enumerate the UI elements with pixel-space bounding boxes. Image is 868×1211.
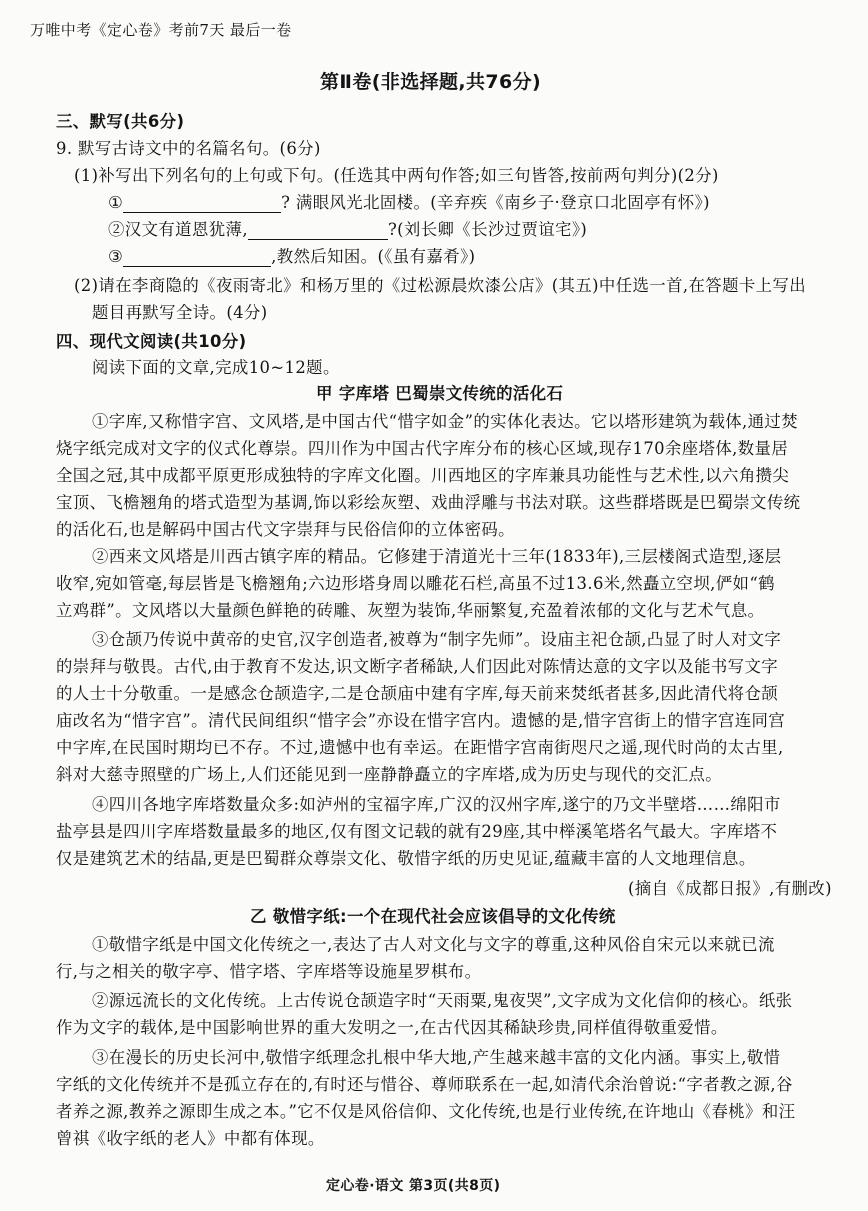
passage-jia-line: 中字库,在民国时期均已不存。不过,遗憾中也有幸运。在距惜字宫南街咫尺之遥,现代时尚的太古里,: [56, 738, 784, 757]
passage-jia-line: 的活化石,也是解码中国古代文字崇拜与民俗信仰的立体密码。: [56, 520, 515, 539]
fill-item-3-text: ,教然后知困。(《虽有嘉肴》): [271, 247, 476, 266]
question-9-sub1: (1)补写出下列名句的上句或下句。(任选其中两句作答;如三句皆答,按前两句判分)(2分): [74, 166, 719, 185]
answer-blank-1[interactable]: [123, 196, 281, 213]
part3-title: 三、默写(共6分): [56, 112, 185, 131]
passage-jia-line: 的崇拜与敬畏。古代,由于教育不发达,识文断字者稀缺,人们因此对陈情达意的文字以及能书写文字: [56, 657, 779, 676]
passage-jia-line: 收窄,宛如管毫,每层皆是飞檐翘角;六边形塔身周以雕花石栏,高虽不过13.6米,然矗立空坝,俨如“鹤: [56, 574, 775, 593]
passage-jia-line: ③仓颉乃传说中黄帝的史官,汉字创造者,被尊为“制字先师”。设庙主祀仓颉,凸显了时人对文字: [92, 630, 782, 649]
fill-item-2-text-after: ?(刘长卿《长沙过贾谊宅》): [387, 220, 588, 239]
running-header: 万唯中考《定心卷》考前7天 最后一卷: [30, 21, 292, 39]
passage-yi-line: 作为文字的载体,是中国影响世界的重大发明之一,在古代因其稀缺珍贵,同样值得敬重爱惜。: [56, 1018, 728, 1037]
passage-jia-line: ②西来文风塔是川西古镇字库的精品。它修建于清道光十三年(1833年),三层楼阁式造型,逐层: [92, 547, 782, 566]
passage-yi-title: 乙 敬惜字纸:一个在现代社会应该倡导的文化传统: [250, 907, 616, 926]
passage-jia-line: 宝顶、飞檐翘角的塔式造型为基调,饰以彩绘灰塑、戏曲浮雕与书法对联。这些群塔既是巴蜀崇文传统: [56, 493, 801, 512]
passage-jia-line: 斜对大慈寺照壁的广场上,人们还能见到一座静静矗立的字库塔,成为历史与现代的交汇点。: [56, 765, 723, 784]
question-9: 9. 默写古诗文中的名篇名句。(6分): [56, 139, 321, 158]
passage-jia-line: ①字库,又称惜字宫、文风塔,是中国古代“惜字如金”的实体化表达。它以塔形建筑为载体,通过焚: [92, 412, 799, 431]
question-9-sub2-line2: 题目再默写全诗。(4分): [92, 303, 268, 322]
fill-item-2: [108, 220, 587, 240]
page-footer: 定心卷·语文 第3页(共8页): [326, 1178, 501, 1194]
fill-item-3: [108, 247, 475, 267]
passage-yi-line: 字纸的文化传统并不是孤立存在的,有时还与惜谷、尊师联系在一起,如清代余治曾说:“字者教之源,谷: [56, 1075, 793, 1094]
fill-item-2-text-before: ②汉文有道恩犹薄,: [108, 220, 248, 239]
passage-jia-line: 庙改名为“惜字宫”。清代民间组织“惜字会”亦设在惜字宫内。遗憾的是,惜字宫街上的惜字宫连同宫: [56, 711, 786, 730]
fill-item-1-number: ①: [108, 193, 124, 212]
passage-yi-line: ①敬惜字纸是中国文化传统之一,表达了古人对文化与文字的尊重,这种风俗自宋元以来就已流: [92, 935, 775, 954]
part4-title: 四、现代文阅读(共10分): [56, 332, 247, 351]
passage-yi-line: ②源远流长的文化传统。上古传说仓颉造字时“天雨粟,鬼夜哭”,文字成为文化信仰的核心。纸张: [92, 991, 793, 1010]
section-title: 第Ⅱ卷(非选择题,共76分): [320, 71, 542, 93]
passage-yi-line: 曾祺《收字纸的老人》中都有体现。: [56, 1129, 325, 1148]
answer-blank-3[interactable]: [123, 250, 271, 267]
passage-yi-line: ③在漫长的历史长河中,敬惜字纸理念扎根中华大地,产生越来越丰富的文化内涵。事实上,敬惜: [92, 1048, 781, 1067]
passage-jia-line: 仅是建筑艺术的结晶,更是巴蜀群众尊崇文化、敬惜字纸的历史见证,蕴藏丰富的人文地理信息。: [56, 849, 756, 868]
passage-jia-line: ④四川各地字库塔数量众多:如泸州的宝福字库,广汉的汉州字库,遂宁的乃文半壁塔……绵阳市: [92, 795, 781, 814]
question-9-sub2-line1: (2)请在李商隐的《夜雨寄北》和杨万里的《过松源晨炊漆公店》(其五)中任选一首,在答题卡上写出: [74, 276, 807, 295]
passage-yi-line: 行,与之相关的敬字亭、惜字塔、字库塔等设施星罗棋布。: [56, 962, 482, 981]
passage-jia-line: 烧字纸完成对文字的仪式化尊崇。四川作为中国古代字库分布的核心区域,现存170余座塔体,数量居: [56, 439, 789, 458]
passage-yi-line: 者养之源,教养之源即生成之本。”它不仅是风俗信仰、文化传统,也是行业传统,在许地山《春桃》和汪: [56, 1102, 796, 1121]
answer-blank-2[interactable]: [248, 223, 388, 240]
reading-instruction: 阅读下面的文章,完成10~12题。: [92, 358, 340, 377]
fill-item-1: [108, 193, 710, 213]
fill-item-3-number: ③: [108, 247, 124, 266]
passage-jia-line: 立鸡群”。文风塔以大量颜色鲜艳的砖雕、灰塑为装饰,华丽繁复,充盈着浓郁的文化与艺术气息。: [56, 601, 765, 620]
fill-item-1-text: ? 满眼风光北固楼。(辛弃疾《南乡子·登京口北固亭有怀》): [281, 193, 710, 212]
passage-jia-source: (摘自《成都日报》,有删改): [628, 879, 832, 898]
passage-jia-title: 甲 字库塔 巴蜀崇文传统的活化石: [316, 384, 564, 403]
passage-jia-line: 的人士十分敬重。一是感念仓颉造字,二是仓颉庙中建有字库,每天前来焚纸者甚多,因此清代将仓颉: [56, 684, 779, 703]
passage-jia-line: 全国之冠,其中成都平原更形成独特的字库文化圈。川西地区的字库兼具功能性与艺术性,以六角攒尖: [56, 466, 790, 485]
passage-jia-line: 盐亭县是四川字库塔数量最多的地区,仅有图文记载的就有29座,其中榉溪笔塔名气最大。字库塔不: [56, 822, 778, 841]
